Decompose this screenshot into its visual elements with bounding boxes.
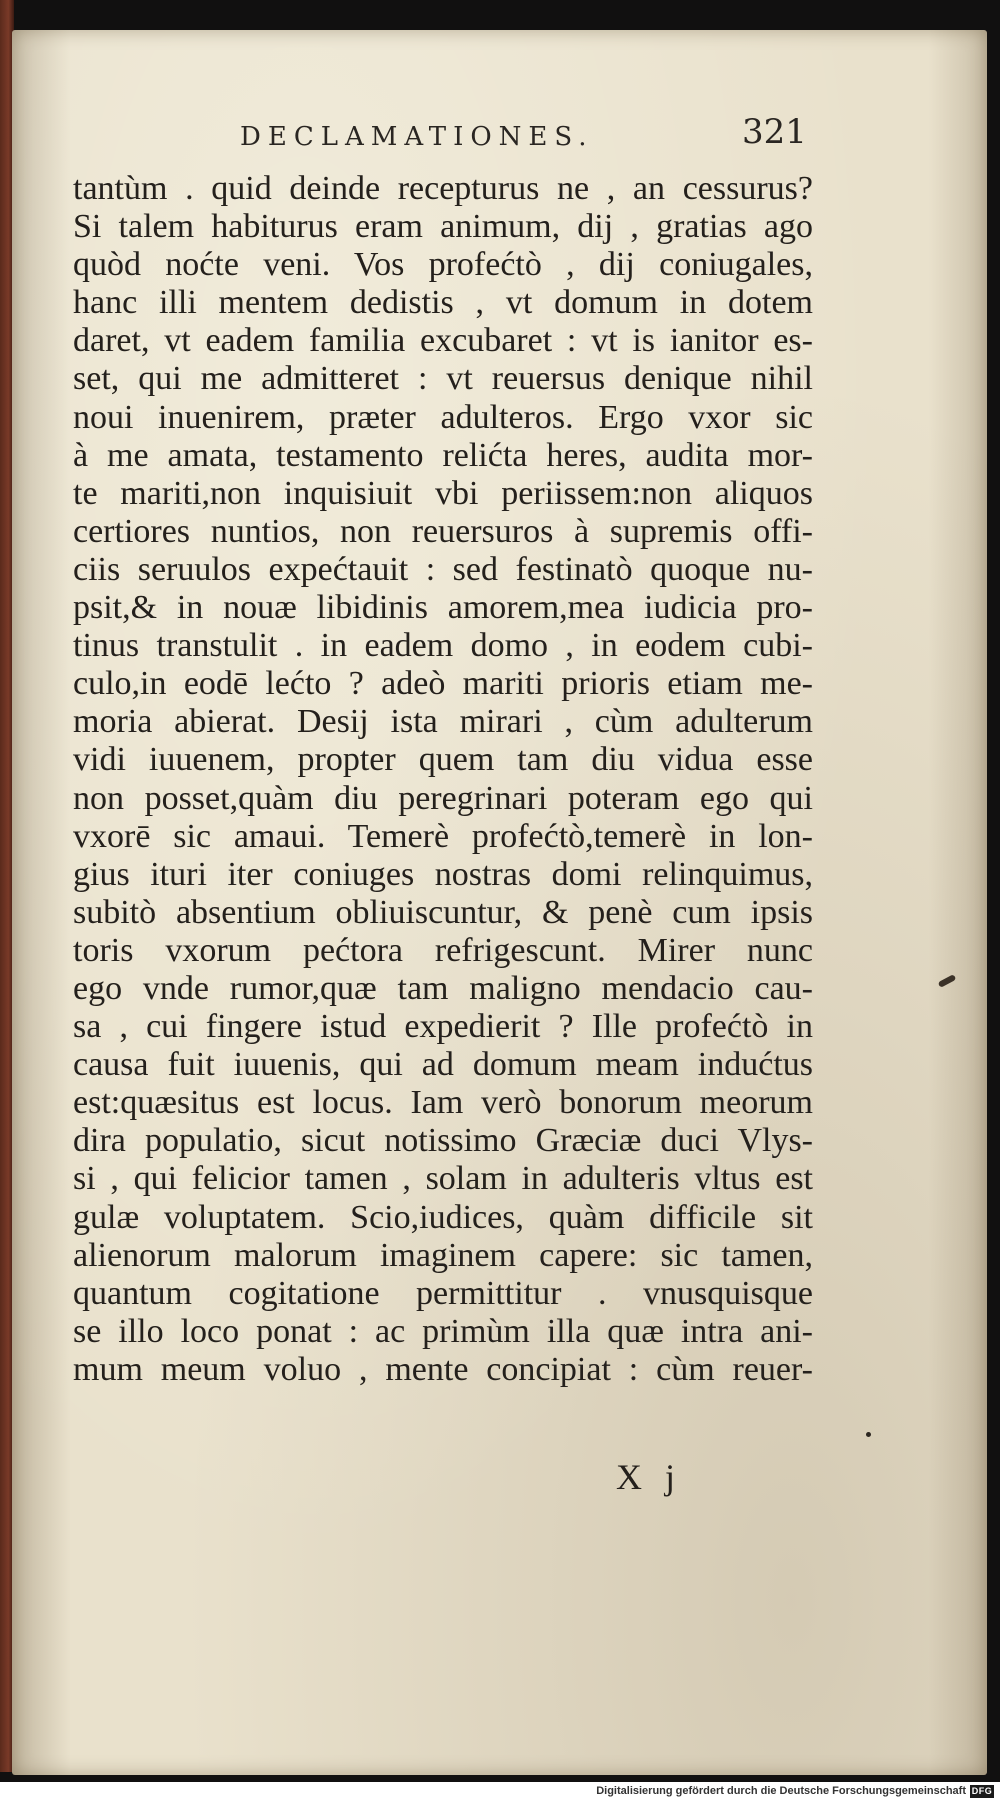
text-line: Si talem habiturus eram animum, dij , gratias ago xyxy=(73,208,813,246)
text-line: dira populatio, sicut notissimo Græciæ duci Vlys- xyxy=(73,1122,813,1160)
text-line: quantum cogitatione permittitur . vnusquisque xyxy=(73,1274,813,1312)
text-line: tinus transtulit . in eadem domo , in eodem cubi- xyxy=(73,627,813,665)
signature-mark: X j xyxy=(616,1457,675,1497)
page-number: 321 xyxy=(742,112,807,152)
text-line: tantùm . quid deinde recepturus ne , an cessurus? xyxy=(73,170,813,207)
text-line: certiores nuntios, non reuersuros à supremis offi- xyxy=(73,512,813,550)
text-line: psit,& in nouæ libidinis amorem,mea iudicia pro- xyxy=(73,589,813,627)
dfg-logo-icon: DFG xyxy=(971,1786,993,1796)
text-line: ciis seruulos expećtauit : sed festinatò quoque nu- xyxy=(73,550,813,588)
text-line: daret, vt eadem familia excubaret : vt is ianitor es- xyxy=(73,322,813,360)
text-line: set, qui me admitteret : vt reuersus denique nihil xyxy=(73,360,813,398)
body-text xyxy=(73,170,813,1389)
text-line: gius ituri iter coniuges nostras domi relinquimus, xyxy=(73,855,813,893)
text-line: alienorum malorum imaginem capere: sic tamen, xyxy=(73,1236,813,1274)
text-line: vxorē sic amaui. Temerè profećtò,temerè in lon- xyxy=(73,817,813,855)
text-line: te mariti,non inquisiuit vbi periissem:non aliquos xyxy=(73,474,813,512)
running-head: DECLAMATIONES. xyxy=(240,122,594,152)
book-page xyxy=(12,30,987,1775)
text-line: toris vxorum pećtora refrigescunt. Mirer nunc xyxy=(73,931,813,969)
text-line: quòd noćte veni. Vos profećtò , dij coniugales, xyxy=(73,246,813,284)
text-line: sa , cui fingere istud expedierit ? Ille profećtò in xyxy=(73,1008,813,1046)
text-line: hanc illi mentem dedistis , vt domum in dotem xyxy=(73,284,813,322)
ink-dot xyxy=(866,1432,871,1437)
text-line: moria abierat. Desij ista mirari , cùm adulterum xyxy=(73,703,813,741)
text-line: culo,in eodē lećto ? adeò mariti prioris etiam me- xyxy=(73,665,813,703)
text-line: subitò absentium obliuiscuntur, & penè cum ipsis xyxy=(73,893,813,931)
text-line: à me amata, testamento relićta heres, audita mor- xyxy=(73,436,813,474)
text-line: causa fuit iuuenis, qui ad domum meam indućtus xyxy=(73,1046,813,1084)
text-line: si , qui felicior tamen , solam in adulteris vltus est xyxy=(73,1160,813,1198)
text-line: gulæ voluptatem. Scio,iudices, quàm difficile sit xyxy=(73,1198,813,1236)
text-line: vidi iuuenem, propter quem tam diu vidua esse xyxy=(73,741,813,779)
footer-credit: Digitalisierung gefördert durch die Deutsche Forschungsgemeinschaft xyxy=(596,1785,966,1797)
text-line: mum meum voluo , mente concipiat : cùm reuer- xyxy=(73,1350,813,1388)
text-line: noui inuenirem, præter adulteros. Ergo vxor sic xyxy=(73,398,813,436)
text-line: se illo loco ponat : ac primùm illa quæ intra ani- xyxy=(73,1312,813,1350)
text-line: non posset,quàm diu peregrinari poteram ego qui xyxy=(73,779,813,817)
text-line: est:quæsitus est locus. Iam verò bonorum meorum xyxy=(73,1084,813,1122)
text-line: ego vnde rumor,quæ tam maligno mendacio cau- xyxy=(73,969,813,1007)
